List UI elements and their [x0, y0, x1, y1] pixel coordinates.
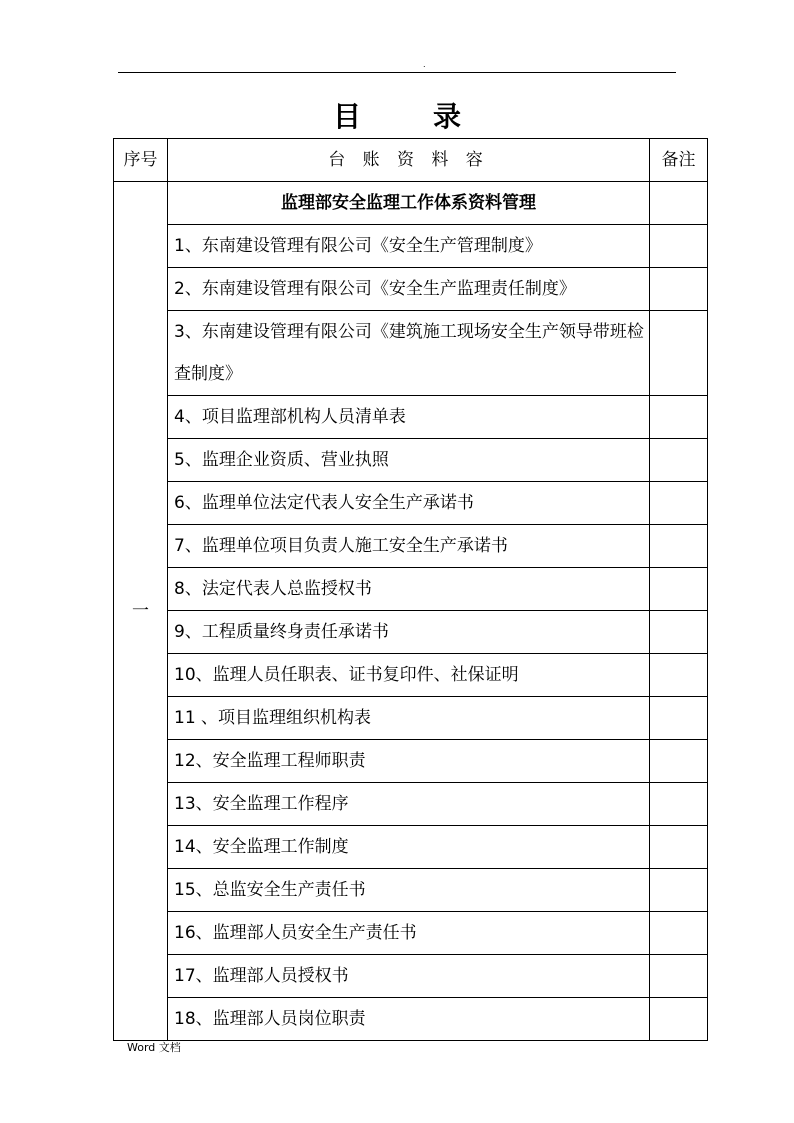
table-row	[114, 740, 708, 783]
note-cell	[650, 955, 708, 998]
header-seq: 序号	[114, 139, 168, 182]
header-rule	[118, 72, 676, 73]
note-cell	[650, 396, 708, 439]
table-row	[114, 268, 708, 311]
note-cell	[650, 182, 708, 225]
page-title: 目录	[332, 100, 533, 133]
note-cell	[650, 311, 708, 396]
table-row	[114, 955, 708, 998]
table-row	[114, 396, 708, 439]
table-row	[114, 869, 708, 912]
item-text: 6、监理单位法定代表人安全生产承诺书	[168, 482, 650, 525]
header-mark: .	[423, 60, 426, 69]
section-number: 一	[114, 182, 168, 1041]
note-cell	[650, 654, 708, 697]
table-row	[114, 225, 708, 268]
note-cell	[650, 826, 708, 869]
note-cell	[650, 783, 708, 826]
table-row	[114, 311, 708, 396]
item-text: 10、监理人员任职表、证书复印件、社保证明	[168, 654, 650, 697]
note-cell	[650, 568, 708, 611]
item-text: 8、法定代表人总监授权书	[168, 568, 650, 611]
item-text: 12、安全监理工程师职责	[168, 740, 650, 783]
table-row	[114, 912, 708, 955]
note-cell	[650, 998, 708, 1041]
item-text: 13、安全监理工作程序	[168, 783, 650, 826]
note-cell	[650, 912, 708, 955]
footer-label: Word 文档	[127, 1041, 181, 1054]
table-row	[114, 697, 708, 740]
item-text: 15、总监安全生产责任书	[168, 869, 650, 912]
table-header-row	[114, 139, 708, 182]
item-text: 5、监理企业资质、营业执照	[168, 439, 650, 482]
table-row	[114, 568, 708, 611]
note-cell	[650, 740, 708, 783]
section-title: 监理部安全监理工作体系资料管理	[168, 182, 650, 225]
table-row	[114, 611, 708, 654]
table-row	[114, 525, 708, 568]
note-cell	[650, 697, 708, 740]
header-content: 台 账 资 料 容	[168, 139, 650, 182]
item-text: 7、监理单位项目负责人施工安全生产承诺书	[168, 525, 650, 568]
item-text: 17、监理部人员授权书	[168, 955, 650, 998]
item-text: 18、监理部人员岗位职责	[168, 998, 650, 1041]
table-row	[114, 439, 708, 482]
section-title-row	[114, 182, 708, 225]
item-text: 4、项目监理部机构人员清单表	[168, 396, 650, 439]
contents-table-body	[114, 139, 708, 1041]
note-cell	[650, 869, 708, 912]
item-text: 11 、项目监理组织机构表	[168, 697, 650, 740]
table-row	[114, 998, 708, 1041]
note-cell	[650, 268, 708, 311]
table-row	[114, 482, 708, 525]
table-row	[114, 783, 708, 826]
item-text: 16、监理部人员安全生产责任书	[168, 912, 650, 955]
contents-table	[113, 138, 708, 1041]
note-cell	[650, 225, 708, 268]
item-text: 3、东南建设管理有限公司《建筑施工现场安全生产领导带班检查制度》	[168, 311, 650, 396]
item-text: 1、东南建设管理有限公司《安全生产管理制度》	[168, 225, 650, 268]
note-cell	[650, 482, 708, 525]
note-cell	[650, 525, 708, 568]
note-cell	[650, 611, 708, 654]
header-note: 备注	[650, 139, 708, 182]
item-text: 2、东南建设管理有限公司《安全生产监理责任制度》	[168, 268, 650, 311]
table-row	[114, 654, 708, 697]
table-row	[114, 826, 708, 869]
item-text: 14、安全监理工作制度	[168, 826, 650, 869]
item-text: 9、工程质量终身责任承诺书	[168, 611, 650, 654]
note-cell	[650, 439, 708, 482]
